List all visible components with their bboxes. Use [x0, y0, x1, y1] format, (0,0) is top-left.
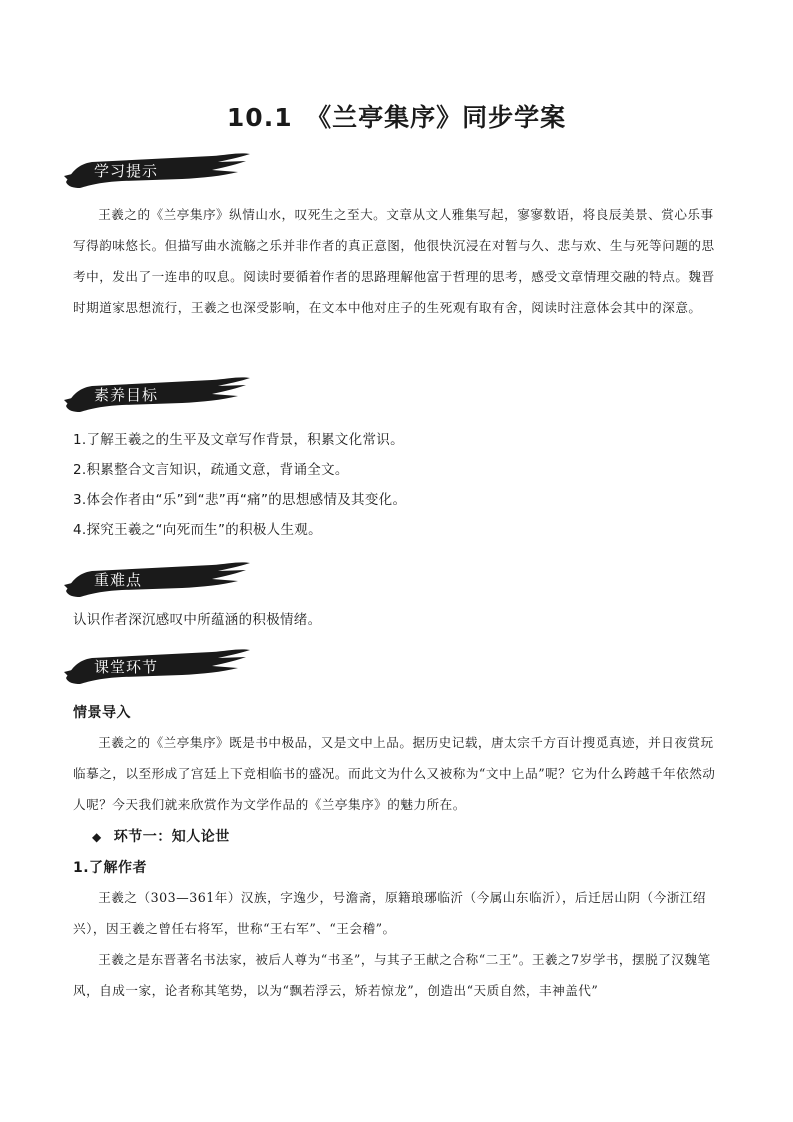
author-paragraph: 王羲之（303—361年）汉族，字逸少，号澹斋，原籍琅琊临沂（今属山东临沂），后迁居山阴（今浙江绍兴），因王羲之曾任右将军，世称“王右军”、“王会稽”。 — [73, 890, 706, 936]
brush-stroke-icon — [62, 561, 252, 599]
goal-item: 3.体会作者由“乐”到“悲”再“痛”的思想感情及其变化。 — [73, 492, 407, 508]
author-paragraph: 王羲之是东晋著名书法家，被后人尊为“书圣”，与其子王献之合称“二王”。王羲之7岁学书，摆脱了汉魏笔风，自成一家，论者称其笔势，以为“飘若浮云，矫若惊龙”，创造出“天质自然，丰神盖代” — [73, 952, 711, 998]
step-heading-label: 环节一：知人论世 — [113, 829, 230, 845]
diamond-bullet-icon: ◆ — [92, 830, 102, 844]
page-title: 10.1 《兰亭集序》同步学案 — [226, 103, 567, 132]
section-heading: 素养目标 — [94, 386, 159, 404]
intro-heading: 情景导入 — [73, 705, 131, 721]
study-tips-text: 王羲之的《兰亭集序》纵情山水，叹死生之至大。文章从文人雅集写起，寥寥数语，将良辰美景、赏心乐事写得韵味悠长。但描写曲水流觞之乐并非作者的真正意图，他很快沉浸在对暂与久、悲与欢、生与死等问题的思考中，发出了一连串的叹息。阅读时要循着作者的思路理解他富于哲理的思考，感受文章情理交融的特点。魏晋时期道家思想流行，王羲之也深受影响，在文本中他对庄子的生死观有取有舍，阅读时注意体会其中的深意。 — [73, 207, 715, 315]
section-banner-goals — [62, 376, 252, 414]
intro-text: 王羲之的《兰亭集序》既是书中极品，又是文中上品。据历史记载，唐太宗千方百计搜觅真迹，并日夜赏玩临摹之，以至形成了宫廷上下竞相临书的盛况。而此文为什么又被称为“文中上品”呢？它为什么跨越千年依然动人呢？今天我们就来欣赏作为文学作品的《兰亭集序》的魅力所在。 — [73, 735, 716, 812]
section-heading: 课堂环节 — [94, 658, 159, 676]
goal-item: 2.积累整合文言知识，疏通文意，背诵全文。 — [73, 462, 349, 478]
step-heading — [92, 826, 230, 846]
section-banner-study-tips — [62, 152, 252, 190]
section-banner-key-points — [62, 561, 252, 599]
section-banner-classroom — [62, 648, 252, 686]
goal-item: 4.探究王羲之“向死而生”的积极人生观。 — [73, 522, 322, 538]
author-heading: 1.了解作者 — [73, 860, 148, 876]
key-points-text: 认识作者深沉感叹中所蕴涵的积极情绪。 — [73, 612, 322, 628]
section-heading: 重难点 — [94, 571, 143, 589]
goal-item: 1.了解王羲之的生平及文章写作背景，积累文化常识。 — [73, 432, 404, 448]
section-heading: 学习提示 — [94, 162, 159, 180]
